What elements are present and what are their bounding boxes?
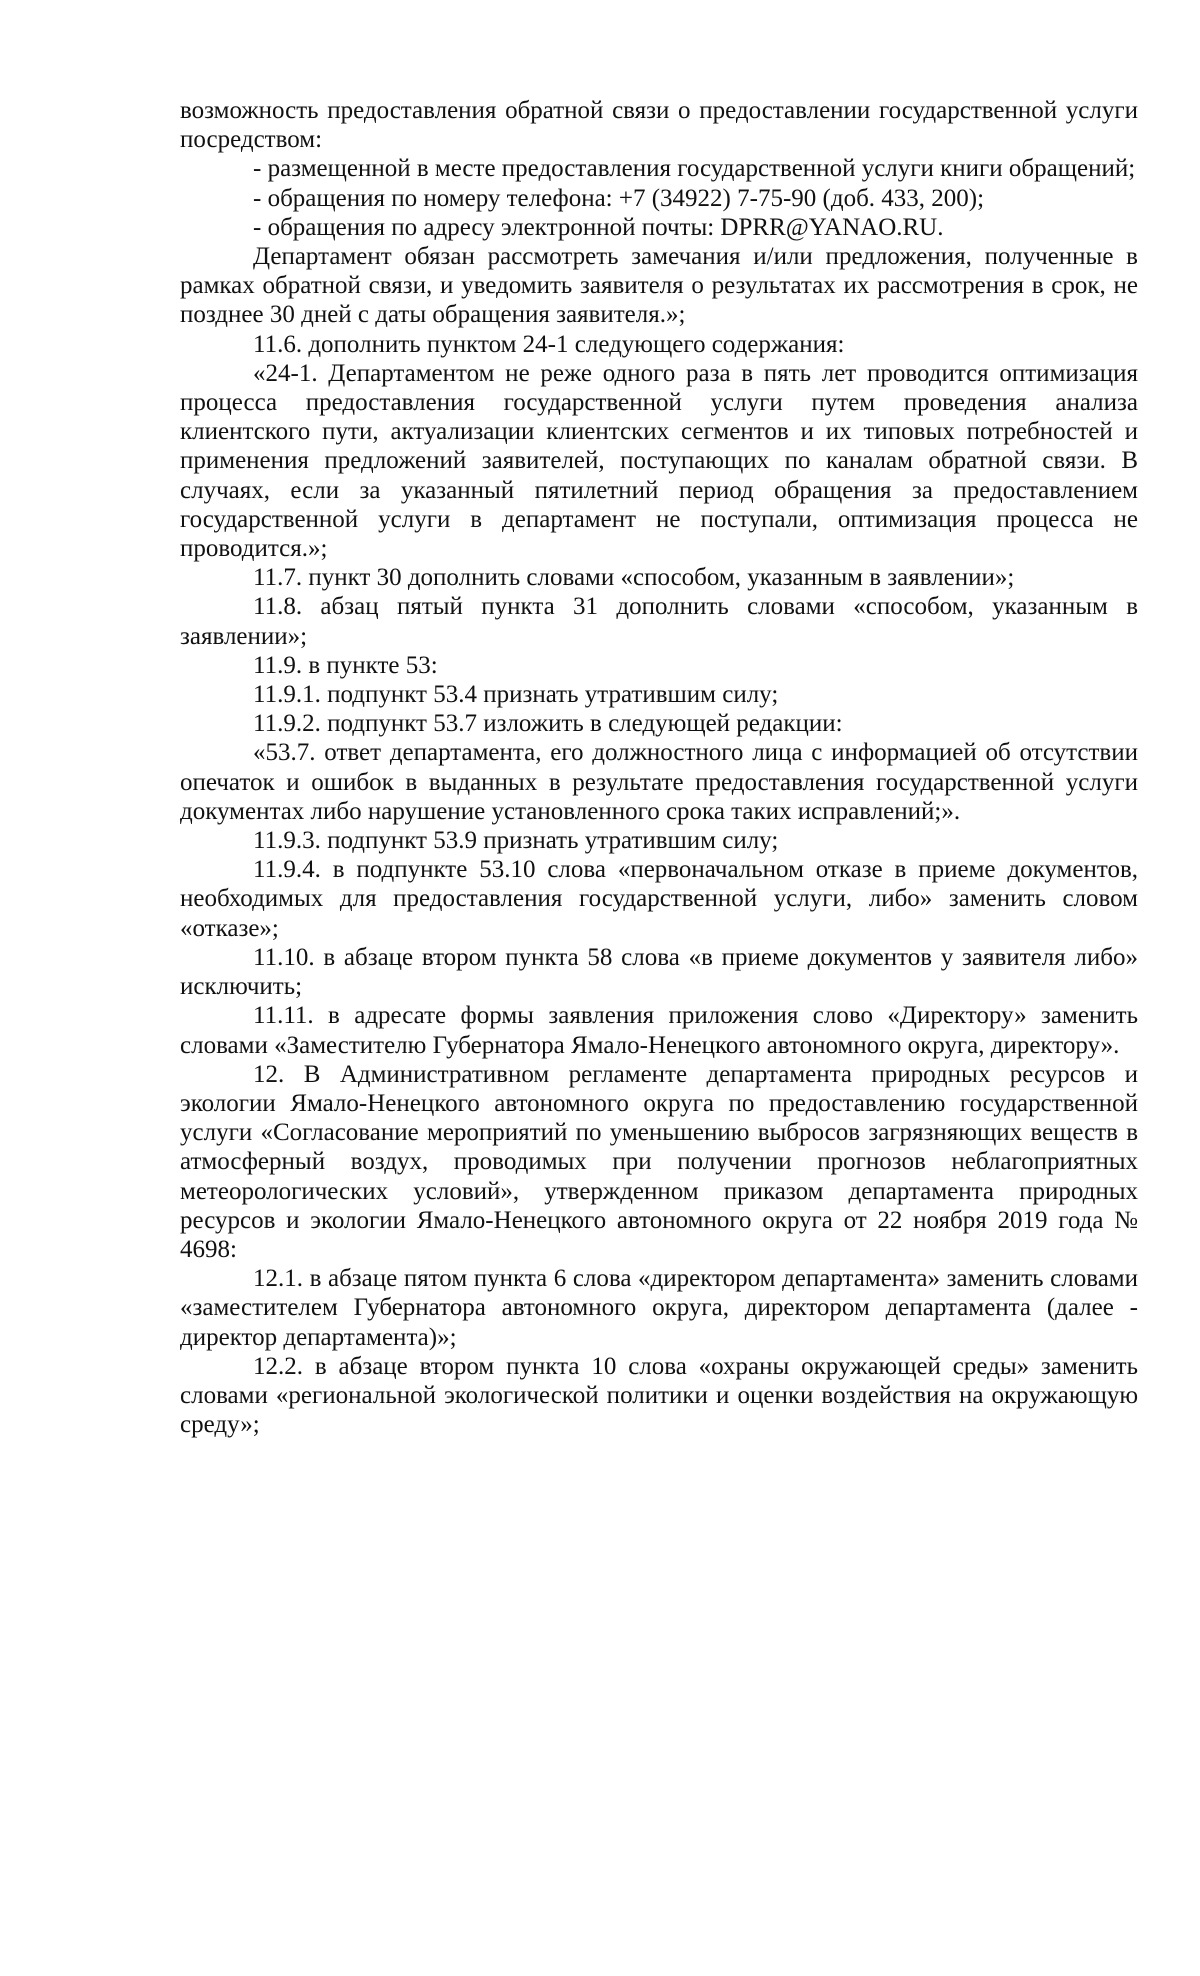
paragraph-feedback-email: - обращения по адресу электронной почты: DPRR@YANAO.RU. (253, 213, 944, 241)
paragraph-11-6: 11.6. дополнить пунктом 24-1 следующего содержания: (253, 330, 845, 358)
paragraph-feedback-book: - размещенной в месте предоставления государственной услуги книги обращений; (253, 155, 1136, 183)
paragraph-11-9-3: 11.9.3. подпункт 53.9 признать утратившим силу; (253, 827, 779, 855)
paragraph-12-2: 12.2. в абзаце втором пункта 10 слова «охраны окружающей среды» заменить словами «региональной экологической политики и оценки воздействия на окружающую среду»; (180, 1352, 1138, 1439)
paragraph-11-9-2: 11.9.2. подпункт 53.7 изложить в следующей редакции: (253, 710, 843, 738)
paragraph-53-7: «53.7. ответ департамента, его должностного лица с информацией об отсутствии опечаток и ошибок в выданных в результате предоставления государственной услуги документах либо нарушение установленного срока таких исправлений;». (180, 739, 1138, 825)
document-page (180, 96, 1138, 1439)
paragraph-24-1: «24-1. Департаментом не реже одного раза в пять лет проводится оптимизация процесса предоставления государственной услуги путем проведения анализа клиентского пути, актуализации клиентских сегментов и их типовых потребностей и применения предложений заявителей, поступающих по каналам обратной связи. В случаях, если за указанный пятилетний период обращения за предоставлением государственной услуги в департамент не поступали, оптимизация процесса не проводится.»; (180, 359, 1138, 563)
paragraph-11-9: 11.9. в пункте 53: (253, 651, 438, 679)
paragraph-11-8: 11.8. абзац пятый пункта 31 дополнить словами «способом, указанным в заявлении»; (180, 593, 1138, 650)
paragraph-11-9-1: 11.9.1. подпункт 53.4 признать утратившим силу; (253, 681, 779, 709)
paragraph-11-10: 11.10. в абзаце втором пункта 58 слова «в приеме документов у заявителя либо» исключить; (180, 943, 1138, 1001)
paragraph-11-11: 11.11. в адресате формы заявления приложения слово «Директору» заменить словами «Заместителю Губернатора Ямало-Ненецкого автономного округа, директору». (180, 1002, 1138, 1059)
paragraph-12-1: 12.1. в абзаце пятом пункта 6 слова «директором департамента» заменить словами «заместителем Губернатора автономного округа, директором департамента (далее - директор департамента)»; (180, 1265, 1138, 1351)
paragraph-feedback-phone: - обращения по номеру телефона: +7 (34922) 7-75-90 (доб. 433, 200); (253, 184, 985, 212)
paragraph-11-7: 11.7. пункт 30 дополнить словами «способом, указанным в заявлении»; (253, 564, 1015, 592)
paragraph-12: 12. В Административном регламенте департамента природных ресурсов и экологии Ямало-Ненецкого автономного округа по предоставлению государственной услуги «Согласование мероприятий по уменьшению выбросов загрязняющих веществ в атмосферный воздух, проводимых при получении прогнозов неблагоприятных метеорологических условий», утвержденном приказом департамента природных ресурсов и экологии Ямало-Ненецкого автономного округа от 22 ноября 2019 года № 4698: (180, 1060, 1138, 1263)
paragraph-11-9-4: 11.9.4. в подпункте 53.10 слова «первоначальном отказе в приеме документов, необходимых для предоставления государственной услуги, либо» заменить словом «отказе»; (180, 856, 1138, 942)
paragraph-feedback-intro: возможность предоставления обратной связи о предоставлении государственной услуги посредством: (180, 97, 1138, 154)
paragraph-feedback-obligation: Департамент обязан рассмотреть замечания и/или предложения, полученные в рамках обратной связи, и уведомить заявителя о результатах их рассмотрения в срок, не позднее 30 дней с даты обращения заявителя.»; (180, 243, 1138, 329)
